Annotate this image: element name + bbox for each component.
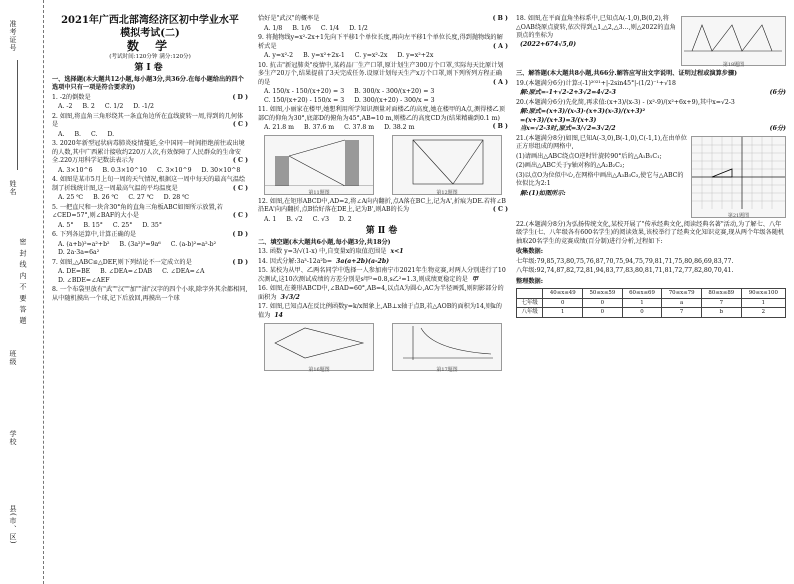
q21-item-3: (3)以点O为位似中心,在网格中画出△A₃B₃C₃,使它与△ABC的位似比为2:1 (516, 171, 684, 187)
score-table-cell: 七年级 (517, 298, 543, 308)
score-table-row (517, 308, 786, 318)
option: B. 2 (82, 103, 95, 110)
question-options (52, 268, 248, 285)
fill-list (258, 248, 508, 320)
q18-answer: (2022+674√5,0) (520, 40, 577, 48)
score-table-cell: 7 (662, 308, 702, 318)
score-table (516, 288, 786, 318)
figure-16-label: 第16题图 (308, 366, 330, 373)
figure-18-label: 第18题图 (722, 61, 745, 68)
option: C. 1/2 (104, 103, 124, 110)
question-answer: ( C ) (232, 121, 248, 128)
figure-17-drawing (393, 324, 501, 362)
score-table-row (517, 298, 786, 308)
q21-solution: 解:(1)如图所示: (520, 189, 566, 197)
option: B. 15° (83, 221, 103, 229)
option: B. 0.3×10^10 (102, 166, 147, 174)
option: C. (a-b)²=a²-b² (170, 240, 217, 248)
section-1-title: 第Ⅰ卷 (134, 63, 166, 73)
q18: 18. 如图,在平面直角坐标系中,已知点A(-1,0),B(0,2),将△OAB绕原点旋转,依次得到△1,△2,△3…,则△2022的直角顶点的坐标为 (2022+674√5,0) (516, 15, 676, 48)
question-stem: 4. 如图是某市5月上旬一周的天气情况,根据这一周中每天的最高气温绘制了折线统计图,这一周最高气温的平均温度是 (52, 176, 246, 192)
fill-stem: 14. 因式分解:3a³-12a²b= (258, 257, 333, 265)
option: B. (74, 130, 81, 138)
figure-12-label: 第12题图 (436, 190, 458, 196)
figure-17 (392, 323, 502, 371)
grade8-data: 八年级:92,74,87,82,72,81,94,83,77,83,80,81,71,81,72,77,82,80,70,41. (516, 267, 734, 274)
exam-title-2: 模拟考试(二) (120, 28, 180, 39)
q20-solution-1: 解:原式=(x+3)/(x-3)·(x+3)(x-3)/(x+3)² (520, 108, 646, 115)
score-table-cell: b (701, 308, 741, 318)
fill-question-16 (258, 285, 508, 302)
fill-answer: x<1 (390, 248, 404, 255)
question-stem: 7. 如图,△ABC≌△DEF,则下列结论不一定成立的是 (52, 258, 192, 266)
option: A. (a+b)²=a²+b² (58, 240, 110, 248)
question-4 (52, 176, 248, 193)
question-3 (52, 140, 248, 166)
column-2 (258, 14, 508, 576)
section-2-title: 第Ⅱ卷 (365, 226, 401, 236)
q10-options: A. 150/x - 150/(x+20) = 3 B. 300/x - 300/(x+20) = 3 C. 150/(x+20) - 150/x = 3 D. 300/(x+20) - 300/x = 3 (264, 88, 435, 104)
question-stem: 3. 2020年新型冠状病毒肺炎疫情蔓延,全中国同一时间拒绝前往或出境的人数,其中广西累计接收约220万人次,有效保障了人民群众的生命安全.220万用科学记数法表示为 (52, 140, 245, 164)
q20-solution-3: 当x=√2-3时,原式=3/√2=3√2/2 (6分) (520, 125, 786, 132)
q19: 19.(本题满分6分)计算:(-1)²⁰²¹+|-2sin45°|-(1/2)⁻¹+√18 (516, 79, 676, 87)
question-stem: 8. 一个布袋里放有"武""汉""加""油"汉字的四个小球,除字外其余都相同,从中随机摸出一个球,记下后放回,再摸出一个球 (52, 286, 248, 302)
question-stem: 6. 下列各运算中,计算正确的是 (52, 231, 137, 238)
option: D. 28 ℃ (163, 194, 190, 201)
figure-12 (392, 135, 502, 195)
option: A. 25 ℃ (58, 194, 84, 201)
fill-question-13 (258, 248, 508, 257)
score-table-head-cell: 50≤x≤59 (583, 289, 623, 299)
figure-11 (264, 135, 374, 195)
seal-line-label: 密 封 线 内 不 要 答 题 (19, 238, 27, 325)
name-label: 姓名 (9, 180, 17, 196)
ticket-line (17, 60, 18, 170)
fill-answer: 3√3/2 (280, 293, 300, 301)
exam-subject: 数 学 (126, 39, 174, 53)
collect-title: 收集数据: (516, 248, 544, 255)
score-table-head-cell: 80≤x≤89 (701, 289, 741, 299)
school-label: 学校 (9, 430, 17, 446)
q21-item-2: (2)画出△ABC关于y轴对称的△A₂B₂C₂; (516, 162, 625, 169)
fill-answer: 3a(a+2b)(a-2b) (336, 257, 390, 265)
option: A. 3×10^6 (58, 166, 93, 174)
question-stem: 5. 一把直尺和一块含30°角的直角三角板ABC如图所示放置,若∠CED=57°,则∠BAF的大小是 (52, 203, 223, 219)
q8-continued: 恰好是"武汉"的概率是 ( B ) (258, 15, 508, 22)
fill-answer: 甲 (471, 275, 479, 283)
question-7 (52, 259, 248, 268)
figure-16-drawing (265, 324, 373, 362)
binding-strip (0, 0, 44, 584)
score-table-cell: 八年级 (517, 308, 543, 318)
q12: 12. 如图,在矩形ABCD中,AD=2,将∠A向内翻折,点A落在BC上,记为A',折痕为DE.若将∠B沿EA'向内翻折,点B恰好落在DE上,记为B',则AB的长为 ( C ) (258, 197, 508, 213)
score-table-cell: 7 (701, 298, 741, 308)
question-options (52, 167, 248, 176)
ticket-label: 准考证号 (9, 20, 17, 52)
option: B. ∠DEA=∠DAB (100, 268, 153, 275)
question-5 (52, 204, 248, 221)
question-answer: ( C ) (232, 212, 248, 219)
option: D. 35° (142, 221, 162, 229)
fill-question-14 (258, 258, 508, 267)
column-1 (52, 14, 248, 576)
q11-options: A. 21.8 m B. 37.6 m C. 37.8 m D. 38.2 m (264, 124, 415, 131)
q9-options: A. y=x²-2 B. y=x²+2x-1 C. y=x²-2x D. y=x²+2x (264, 52, 434, 59)
exam-title-1: 2021年广西北部湾经济区初中学业水平 (61, 15, 239, 26)
part-3-title: 三、解答题(本大题共8小题,共66分.解答应写出文字说明、证明过程或演算步骤) (516, 70, 738, 77)
score-table-head-cell: 70≤x≤79 (662, 289, 702, 299)
option: C. (90, 130, 98, 138)
score-table-cell: 2 (741, 308, 785, 318)
option: D. (107, 130, 115, 138)
question-answer: ( D ) (232, 258, 248, 266)
option: B. 26 ℃ (93, 194, 119, 201)
organize-title: 整理数据: (516, 277, 544, 285)
figure-17-label: 第17题图 (436, 366, 458, 373)
score-table-head-cell: 40≤x≤49 (543, 289, 583, 299)
q12-options: A. 1 B. √2 C. √3 D. 2 (264, 215, 352, 223)
question-answer: ( C ) (232, 184, 248, 192)
part-2-title: 二、填空题(本大题共6小题,每小题3分,共18分) (258, 238, 391, 246)
option: A. DE=BE (58, 268, 91, 275)
score-table-cell: 1 (543, 308, 583, 318)
question-options (52, 222, 248, 231)
option: A. 5° (58, 221, 74, 229)
question-2 (52, 113, 248, 130)
score-table-head (517, 289, 786, 299)
question-answer: ( D ) (232, 231, 248, 238)
score-table-cell: a (662, 298, 702, 308)
figure-12-drawing (393, 136, 501, 186)
option: D. 30×10^8 (201, 166, 241, 174)
score-table-cell: 0 (543, 298, 583, 308)
figure-21 (691, 136, 786, 218)
part-1-title: 一、选择题(本大题共12小题,每小题3分,共36分.在每小题给出的四个选项中只有一项是符合要求的) (52, 75, 244, 91)
figure-11-label: 第11题图 (308, 190, 330, 196)
score-table-head-cell (517, 289, 543, 299)
q20-solution-2: =(x+3)/(x+3)=3/(x+3) (520, 116, 597, 124)
q22: 22.(本题满分8分)为弘扬传统文化,某校开展了"传承经典文化,阅读经典名著"活动,为了解七、八年级学生(七、八年级各有600名学生)的阅读效果,该校举行了经典文化知识竞赛,现从两个年级各随机抽取20名学生的竞赛成绩(百分制)进行分析,过程如下: (516, 220, 785, 245)
figure-16 (264, 323, 374, 371)
option: C. ∠DEA=∠A (162, 268, 205, 275)
option: D. 2a·3a=6a² (58, 249, 100, 256)
column-3 (516, 14, 786, 576)
fill-answer: 14 (274, 311, 283, 319)
figure-21-grid (692, 137, 785, 209)
fill-stem: 13. 函数 y=3/√(1-x) 中,自变量x的取值范围是 (258, 248, 387, 255)
option: D. ∠BDE=∠AEF (58, 276, 110, 284)
score-table-cell: 1 (622, 298, 662, 308)
score-table-head-cell: 90≤x≤100 (741, 289, 785, 299)
option: A. (58, 130, 65, 138)
option: B. (3a²)³=9a⁶ (119, 240, 161, 248)
fill-stem: 16. 如图,在菱形ABCD中,∠BAD=60°,AB=4,以点A为圆心,AC为半径画弧,则阴影部分的面积为 (258, 285, 504, 301)
q20: 20.(本题满分6分)先化简,再求值:(x+3)/(x-3) - (x²-9)/(x²+6x+9),其中x=√2-3 (516, 98, 735, 106)
question-1 (52, 94, 248, 103)
question-options (52, 194, 248, 203)
question-answer: ( C ) (232, 157, 248, 164)
class-label: 班级 (9, 350, 17, 366)
figure-21-label: 第21题图 (727, 213, 750, 219)
question-options (52, 131, 248, 140)
grade7-data: 七年级:79,85,73,80,75,76,87,70,75,94,75,79,81,71,75,80,86,69,83,77. (516, 257, 734, 265)
q8-options: A. 1/8 B. 1/6 C. 1/4 D. 1/2 (264, 24, 368, 32)
question-8 (52, 286, 248, 303)
question-options (52, 103, 248, 112)
fill-question-15 (258, 267, 508, 284)
q9: 9. 将抛物线y=x²-2x+1先向下平移1个单位长度,再向左平移1个单位长度,得到抛物线的解析式是 ( A ) (258, 34, 508, 50)
option: C. 27 ℃ (128, 194, 154, 201)
score-table-head-cell: 60≤x≤69 (622, 289, 662, 299)
score-table-cell: 0 (583, 298, 623, 308)
question-options (52, 241, 248, 258)
option: C. 25° (112, 221, 133, 229)
figure-18 (681, 16, 786, 66)
question-answer: ( D ) (232, 93, 248, 101)
q19-solution: 解:原式=-1+√2-2+3√2=4√2-3 (6分) (520, 89, 786, 96)
question-stem: 1. -2的倒数是 (52, 93, 91, 101)
score-table-cell: 0 (622, 308, 662, 318)
score-table-cell: 0 (583, 308, 623, 318)
fill-stem: 17. 如图,已知点A在反比例函数y=k/x图象上,AB⊥x轴于点B,若△AOB的面积为14,则k的值为 (258, 303, 502, 319)
option: C. 3×10^9 (156, 166, 192, 174)
fill-stem: 15. 某校为从甲、乙两名同学中选择一人参加南宁市2021年生物竞赛,对两人分别进行了10次测试,这10次测试成绩的方差分别是s甲²=0.8,s乙²=1.3,则成绩更稳定的是 (258, 267, 506, 283)
option: A. -2 (58, 103, 73, 110)
q10: 10. 抗击"新冠肺炎"疫情中,某药品厂生产口罩,原计划生产300万个口罩,实际每天比原计划多生产20万个,结果提前了3天完成任务.设原计划每天生产x万个口罩,则下列所列方程正确的是 ( A ) (258, 61, 508, 86)
q11: 11. 如图,小丽家在楼甲,她想利用所学知识测量对面楼乙的高度,她在楼甲的A点,测得楼乙顶部C的仰角为30°,底部D的俯角为45°,AB=10 m,则楼乙的高度CD为(结果精确到0.1 m) ( B ) (258, 106, 508, 130)
figure-18-drawing (682, 17, 785, 57)
question-6 (52, 231, 248, 240)
q21: 21.(本题满分8分)如图,已知A(-3,0),B(-1,0),C(-1,1),在由单位正方形组成的网格中, (516, 134, 687, 150)
fill-question-17 (258, 303, 508, 320)
question-stem: 2. 如图,将直角三角形绕其一条直角边所在直线旋转一周,得到的几何体是 (52, 112, 244, 128)
question-list (52, 94, 248, 304)
figure-11-drawing (265, 136, 373, 186)
q21-item-1: (1)请画出△ABC绕点O逆时针旋转90°后的△A₁B₁C₁; (516, 152, 662, 160)
score-table-cell: 1 (741, 298, 785, 308)
exam-meta: (考试时间:120分钟 满分:120分) (109, 53, 191, 60)
option: D. -1/2 (133, 103, 154, 110)
county-label: 县(市、区) (9, 505, 17, 545)
